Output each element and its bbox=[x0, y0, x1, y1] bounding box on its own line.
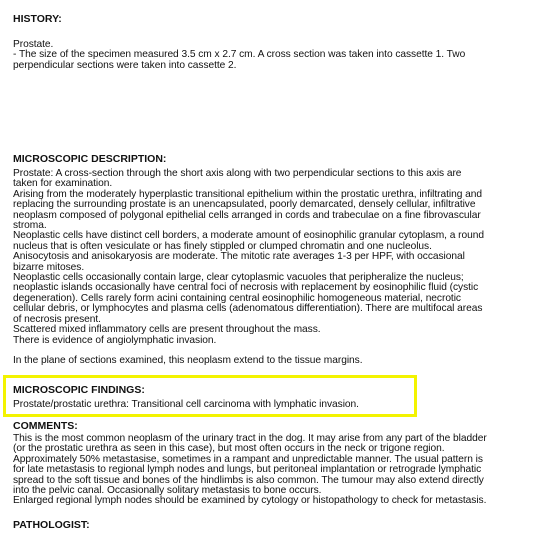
description-line: bizarre mitoses. bbox=[13, 261, 85, 273]
description-line: taken for examination. bbox=[13, 178, 113, 190]
history-line: perpendicular sections were taken into cassette 2. bbox=[13, 59, 237, 71]
comments-line: (or the prostatic urethra as seen in this case), but most often occurs in the neck or trigone region. bbox=[13, 443, 445, 455]
description-line: degeneration). Cells rarely form acini containing central eosinophilic homogeneous material, necrotic bbox=[13, 292, 461, 304]
description-line: There is evidence of angiolymphatic invasion. bbox=[13, 334, 217, 346]
comments-line: for late metastasis to regional lymph nodes and lungs, but peritoneal implantation or retrograde lymphatic bbox=[13, 464, 482, 476]
microscopic-findings-heading: MICROSCOPIC FINDINGS: bbox=[13, 384, 145, 396]
description-line: neoplasm composed of polygonal epithelial cells arranged in cords and trabeculae on a fine fibrovascular bbox=[13, 209, 481, 221]
comments-text bbox=[13, 434, 528, 507]
description-line: neoplastic islands occasionally have central foci of necrosis with replacement by eosinophilic fluid (cystic bbox=[13, 282, 479, 294]
description-line: Neoplastic cells have distinct cell borders, a moderate amount of eosinophilic granular cytoplasm, a round bbox=[13, 230, 484, 242]
microscopic-description-text bbox=[13, 169, 528, 367]
comments-line: Enlarged regional lymph nodes should be examined by cytology or histopathology to check for metastasis. bbox=[13, 495, 487, 507]
description-line: stroma. bbox=[13, 220, 47, 232]
description-line: nucleus that is often vesiculate or has finely stippled or clumped chromatin and one nucleolus. bbox=[13, 240, 432, 252]
description-line: Arising from the moderately hyperplastic transitional epithelium within the prostatic urethra, infiltrating and bbox=[13, 188, 482, 200]
description-line: cellular debris, or lymphocytes and plasma cells (adenomatous differentiation). There are multifocal areas bbox=[13, 303, 483, 315]
history-text bbox=[13, 40, 528, 71]
description-line: Anisocytosis and anisokaryosis are moderate. The mitotic rate averages 1-3 per HPF, with occasional bbox=[13, 251, 465, 263]
description-line: Scattered mixed inflammatory cells are present throughout the mass. bbox=[13, 324, 321, 336]
microscopic-description-heading: MICROSCOPIC DESCRIPTION: bbox=[13, 153, 167, 165]
description-line: of necrosis present. bbox=[13, 313, 101, 325]
description-line: Neoplastic cells occasionally contain large, clear cytoplasmic vacuoles that peripheralize the nucleus; bbox=[13, 272, 464, 284]
description-line: replacing the surrounding prostate is an unencapsulated, poorly demarcated, densely cellular, infiltrative bbox=[13, 199, 476, 211]
history-line: - The size of the specimen measured 3.5 cm x 2.7 cm. A cross section was taken into cassette 1. Two bbox=[13, 49, 466, 61]
microscopic-findings-text bbox=[13, 400, 413, 410]
comments-line: Approximately 50% metastasise, sometimes in a rampant and unpredictable manner. The usual pattern is bbox=[13, 453, 483, 465]
history-heading: HISTORY: bbox=[13, 13, 62, 25]
comments-line: into the pelvic canal. Occasionally solitary metastasis to bone occurs. bbox=[13, 485, 322, 497]
comments-heading: COMMENTS: bbox=[13, 420, 78, 432]
history-line: Prostate. bbox=[13, 39, 54, 50]
findings-highlight-box bbox=[3, 375, 417, 417]
comments-line: spread to the soft tissue and bones of the hindlimbs is also common. The tumour may also extend directly bbox=[13, 474, 484, 486]
description-line: Prostate: A cross-section through the short axis along with two perpendicular sections to this axis are bbox=[13, 168, 462, 179]
findings-line: Prostate/prostatic urethra: Transitional cell carcinoma with lymphatic invasion. bbox=[13, 399, 359, 410]
description-line: In the plane of sections examined, this neoplasm extend to the tissue margins. bbox=[13, 355, 363, 367]
comments-line: This is the most common neoplasm of the urinary tract in the dog. It may arise from any part of the bladder bbox=[13, 433, 487, 444]
pathologist-heading: PATHOLOGIST: bbox=[13, 519, 90, 531]
